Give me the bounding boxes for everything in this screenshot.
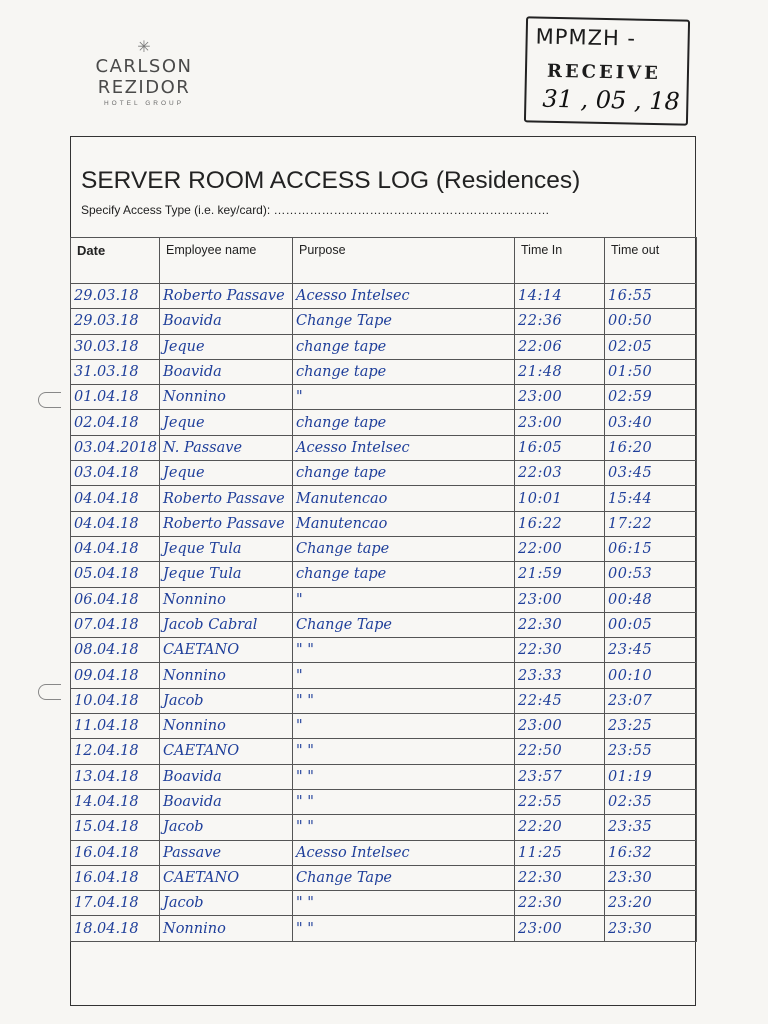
cell-date: 01.04.18	[71, 385, 160, 410]
table-row	[71, 764, 697, 789]
cell-employee-name: Boavida	[160, 309, 293, 334]
access-log-form	[70, 136, 696, 1006]
cell-time-out: 03:40	[605, 410, 697, 435]
stamp-received: RECEIVE	[546, 60, 662, 85]
header-employee-name: Employee name	[160, 238, 293, 284]
cell-employee-name: Nonnino	[160, 916, 293, 941]
cell-time-in: 23:00	[515, 410, 605, 435]
table-row	[71, 714, 697, 739]
cell-time-out: 02:59	[605, 385, 697, 410]
binder-hole-bottom	[38, 684, 61, 700]
header-date: Date	[71, 238, 160, 284]
cell-time-in: 23:00	[515, 587, 605, 612]
cell-employee-name: CAETANO	[160, 638, 293, 663]
cell-time-in: 22:30	[515, 891, 605, 916]
cell-purpose: Change tape	[293, 536, 515, 561]
cell-purpose: change tape	[293, 334, 515, 359]
table-row	[71, 536, 697, 561]
table-row	[71, 638, 697, 663]
table-row	[71, 334, 697, 359]
cell-time-out: 23:07	[605, 688, 697, 713]
cell-employee-name: Jeque	[160, 461, 293, 486]
cell-employee-name: Passave	[160, 840, 293, 865]
cell-employee-name: Boavida	[160, 359, 293, 384]
cell-employee-name: CAETANO	[160, 865, 293, 890]
cell-time-out: 16:32	[605, 840, 697, 865]
cell-time-in: 14:14	[515, 284, 605, 309]
carlson-rezidor-logo	[84, 40, 204, 107]
cell-time-out: 01:50	[605, 359, 697, 384]
cell-employee-name: CAETANO	[160, 739, 293, 764]
cell-time-out: 02:05	[605, 334, 697, 359]
cell-employee-name: Roberto Passave	[160, 511, 293, 536]
cell-employee-name: Nonnino	[160, 385, 293, 410]
cell-date: 29.03.18	[71, 309, 160, 334]
cell-time-out: 00:48	[605, 587, 697, 612]
cell-purpose: Change Tape	[293, 865, 515, 890]
cell-purpose: Change Tape	[293, 612, 515, 637]
cell-time-in: 23:00	[515, 385, 605, 410]
cell-time-in: 21:48	[515, 359, 605, 384]
cell-purpose: Manutencao	[293, 486, 515, 511]
cell-purpose: " "	[293, 891, 515, 916]
logo-line-2: REZIDOR	[97, 77, 191, 98]
header-time-in: Time In	[515, 238, 605, 284]
cell-date: 14.04.18	[71, 789, 160, 814]
cell-purpose: Manutencao	[293, 511, 515, 536]
table-row	[71, 309, 697, 334]
cell-date: 09.04.18	[71, 663, 160, 688]
cell-date: 06.04.18	[71, 587, 160, 612]
cell-time-out: 17:22	[605, 511, 697, 536]
cell-employee-name: Nonnino	[160, 587, 293, 612]
table-row	[71, 789, 697, 814]
cell-purpose: Change Tape	[293, 309, 515, 334]
cell-time-in: 23:00	[515, 714, 605, 739]
table-row	[71, 891, 697, 916]
cell-date: 12.04.18	[71, 739, 160, 764]
table-row	[71, 486, 697, 511]
cell-time-in: 22:03	[515, 461, 605, 486]
table-row	[71, 663, 697, 688]
cell-time-out: 03:45	[605, 461, 697, 486]
cell-purpose: change tape	[293, 410, 515, 435]
cell-time-in: 23:00	[515, 916, 605, 941]
cell-employee-name: Jeque	[160, 410, 293, 435]
cell-time-out: 00:05	[605, 612, 697, 637]
cell-time-in: 21:59	[515, 562, 605, 587]
cell-time-out: 00:53	[605, 562, 697, 587]
cell-time-out: 15:44	[605, 486, 697, 511]
cell-date: 16.04.18	[71, 840, 160, 865]
cell-time-out: 16:55	[605, 284, 697, 309]
cell-time-in: 22:30	[515, 638, 605, 663]
cell-date: 04.04.18	[71, 536, 160, 561]
cell-employee-name: Nonnino	[160, 714, 293, 739]
stamp-date: 31 , 05 , 18	[542, 84, 681, 116]
table-row	[71, 840, 697, 865]
cell-date: 15.04.18	[71, 815, 160, 840]
cell-time-out: 02:35	[605, 789, 697, 814]
logo-line-1: CARLSON	[95, 56, 193, 77]
cell-time-out: 00:50	[605, 309, 697, 334]
cell-purpose: " "	[293, 764, 515, 789]
access-log-table	[70, 237, 697, 942]
cell-time-out: 06:15	[605, 536, 697, 561]
cell-purpose: " "	[293, 916, 515, 941]
table-header-row	[71, 238, 697, 284]
cell-date: 10.04.18	[71, 688, 160, 713]
table-row	[71, 284, 697, 309]
logo-star-icon: ✳	[137, 39, 151, 56]
table-row	[71, 739, 697, 764]
cell-purpose: "	[293, 385, 515, 410]
cell-purpose: Acesso Intelsec	[293, 840, 515, 865]
cell-purpose: "	[293, 663, 515, 688]
cell-purpose: change tape	[293, 461, 515, 486]
cell-date: 03.04.2018	[71, 435, 160, 460]
cell-purpose: change tape	[293, 562, 515, 587]
cell-time-in: 22:45	[515, 688, 605, 713]
cell-time-in: 22:30	[515, 612, 605, 637]
cell-time-in: 11:25	[515, 840, 605, 865]
cell-time-in: 22:36	[515, 309, 605, 334]
table-row	[71, 688, 697, 713]
cell-date: 30.03.18	[71, 334, 160, 359]
cell-time-out: 01:19	[605, 764, 697, 789]
cell-time-out: 23:30	[605, 916, 697, 941]
form-title: SERVER ROOM ACCESS LOG (Residences)	[81, 167, 581, 194]
table-row	[71, 461, 697, 486]
cell-time-in: 16:05	[515, 435, 605, 460]
cell-date: 16.04.18	[71, 865, 160, 890]
cell-date: 17.04.18	[71, 891, 160, 916]
cell-employee-name: Jacob Cabral	[160, 612, 293, 637]
cell-time-out: 23:35	[605, 815, 697, 840]
cell-date: 11.04.18	[71, 714, 160, 739]
cell-date: 07.04.18	[71, 612, 160, 637]
table-row	[71, 562, 697, 587]
cell-time-out: 23:45	[605, 638, 697, 663]
stamp-code: MPMZH -	[535, 24, 637, 51]
binder-hole-top	[38, 392, 61, 408]
table-row	[71, 359, 697, 384]
table-row	[71, 612, 697, 637]
received-stamp	[524, 16, 690, 125]
cell-time-out: 23:20	[605, 891, 697, 916]
cell-date: 02.04.18	[71, 410, 160, 435]
cell-date: 31.03.18	[71, 359, 160, 384]
cell-purpose: Acesso Intelsec	[293, 435, 515, 460]
cell-date: 08.04.18	[71, 638, 160, 663]
cell-purpose: "	[293, 714, 515, 739]
cell-purpose: "	[293, 587, 515, 612]
cell-time-in: 10:01	[515, 486, 605, 511]
table-row	[71, 865, 697, 890]
cell-purpose: " "	[293, 789, 515, 814]
cell-time-in: 22:20	[515, 815, 605, 840]
table-body	[71, 284, 697, 942]
cell-time-in: 22:06	[515, 334, 605, 359]
cell-purpose: " "	[293, 638, 515, 663]
cell-time-in: 16:22	[515, 511, 605, 536]
table-row	[71, 385, 697, 410]
cell-purpose: " "	[293, 815, 515, 840]
cell-time-in: 22:55	[515, 789, 605, 814]
cell-employee-name: Jacob	[160, 688, 293, 713]
table-row	[71, 916, 697, 941]
cell-time-out: 23:25	[605, 714, 697, 739]
table-row	[71, 511, 697, 536]
cell-date: 29.03.18	[71, 284, 160, 309]
cell-employee-name: Roberto Passave	[160, 486, 293, 511]
cell-time-in: 23:33	[515, 663, 605, 688]
cell-date: 03.04.18	[71, 461, 160, 486]
cell-time-out: 23:30	[605, 865, 697, 890]
cell-purpose: Acesso Intelsec	[293, 284, 515, 309]
cell-purpose: " "	[293, 688, 515, 713]
access-type-field: Specify Access Type (i.e. key/card): ……………………………………………………………	[81, 203, 550, 217]
cell-employee-name: Nonnino	[160, 663, 293, 688]
cell-date: 04.04.18	[71, 486, 160, 511]
cell-employee-name: Jeque	[160, 334, 293, 359]
cell-date: 04.04.18	[71, 511, 160, 536]
cell-time-out: 23:55	[605, 739, 697, 764]
table-row	[71, 435, 697, 460]
table-row	[71, 587, 697, 612]
cell-date: 13.04.18	[71, 764, 160, 789]
cell-time-in: 22:50	[515, 739, 605, 764]
cell-employee-name: Roberto Passave	[160, 284, 293, 309]
cell-employee-name: Boavida	[160, 789, 293, 814]
cell-date: 18.04.18	[71, 916, 160, 941]
cell-time-in: 22:00	[515, 536, 605, 561]
cell-purpose: " "	[293, 739, 515, 764]
logo-line-3: HOTEL GROUP	[103, 100, 185, 107]
cell-purpose: change tape	[293, 359, 515, 384]
cell-employee-name: Jacob	[160, 815, 293, 840]
cell-time-out: 00:10	[605, 663, 697, 688]
cell-employee-name: Jacob	[160, 891, 293, 916]
cell-time-out: 16:20	[605, 435, 697, 460]
table-row	[71, 815, 697, 840]
cell-employee-name: Jeque Tula	[160, 562, 293, 587]
cell-time-in: 23:57	[515, 764, 605, 789]
table-row	[71, 410, 697, 435]
cell-date: 05.04.18	[71, 562, 160, 587]
cell-time-in: 22:30	[515, 865, 605, 890]
header-purpose: Purpose	[293, 238, 515, 284]
cell-employee-name: N. Passave	[160, 435, 293, 460]
cell-employee-name: Jeque Tula	[160, 536, 293, 561]
header-time-out: Time out	[605, 238, 697, 284]
cell-employee-name: Boavida	[160, 764, 293, 789]
